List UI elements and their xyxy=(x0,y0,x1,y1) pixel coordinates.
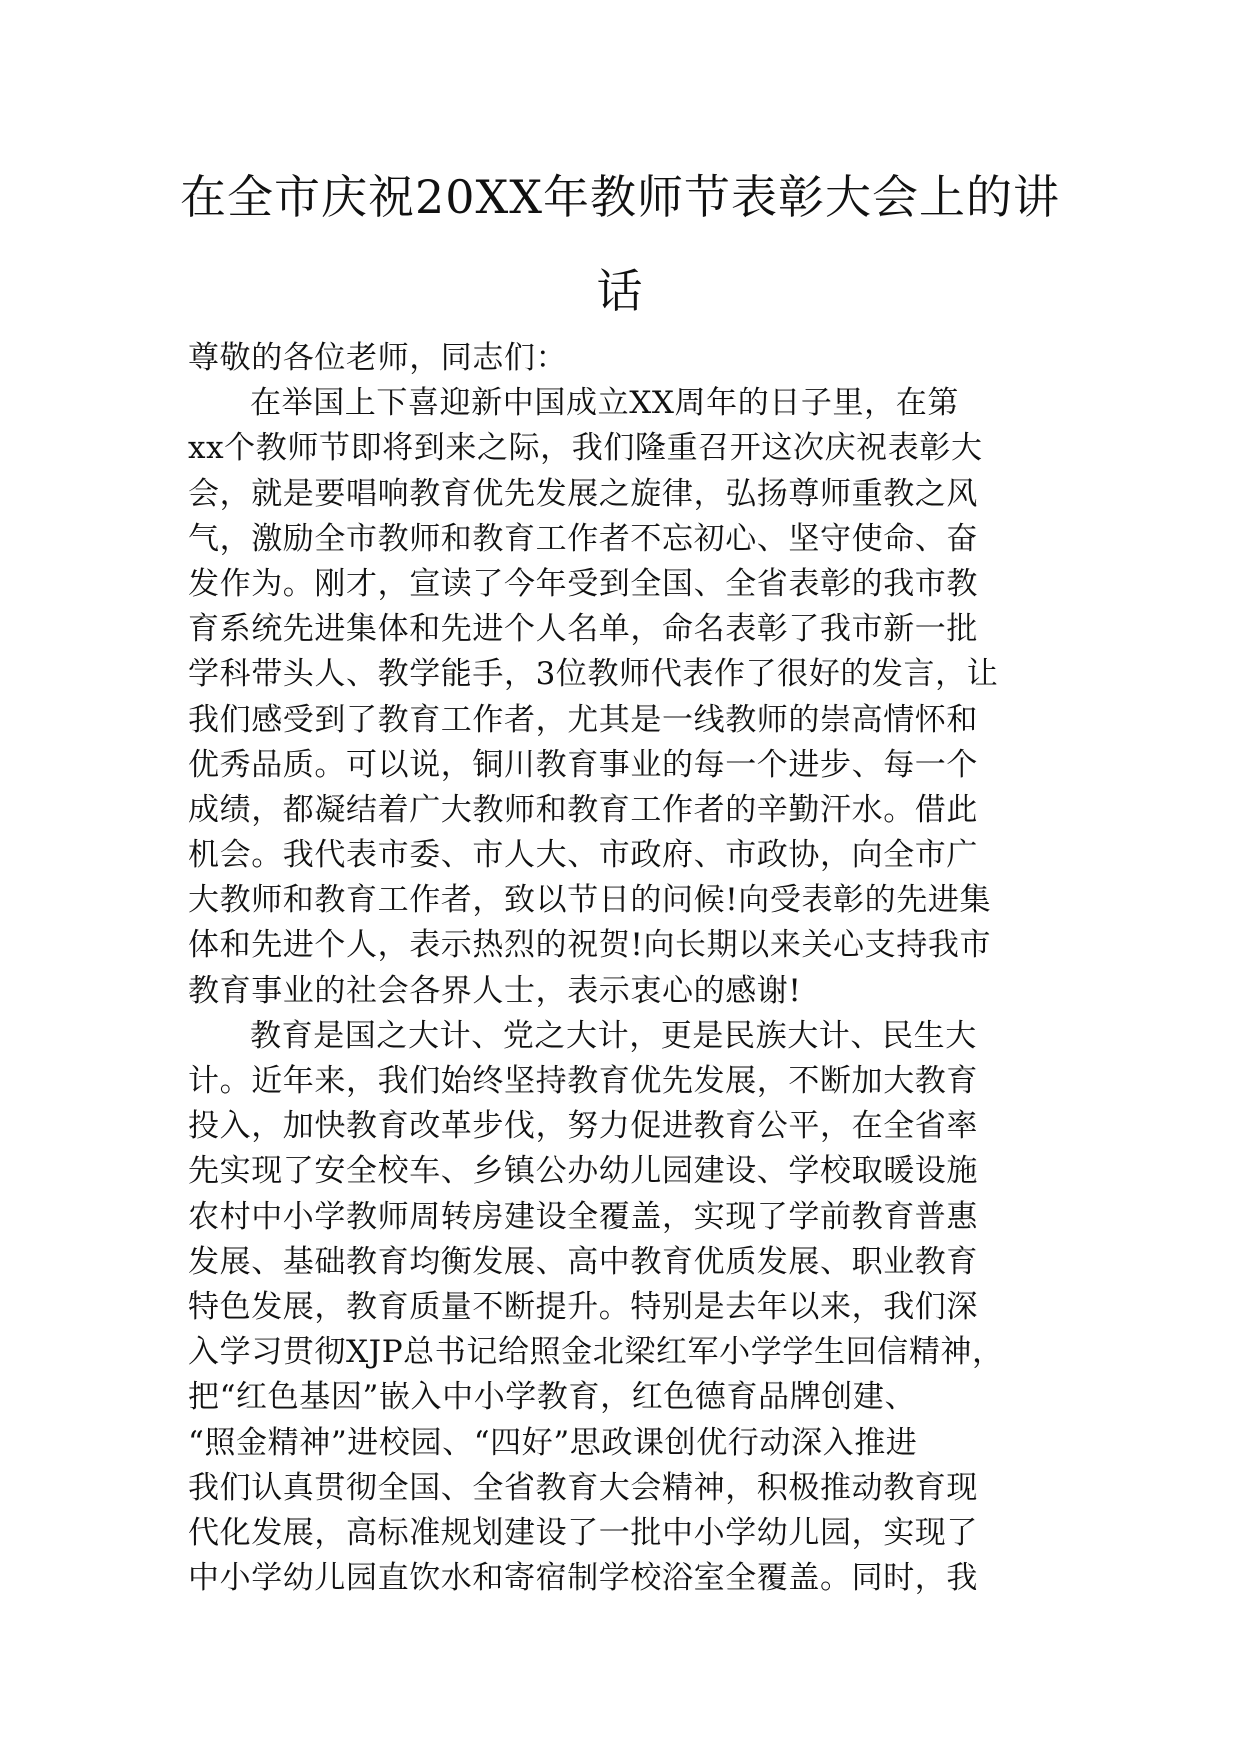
text-line: 投入，加快教育改革步伐，努力促进教育公平，在全省率 xyxy=(188,1108,978,1145)
text-line: 中小学幼儿园直饮水和寄宿制学校浴室全覆盖。同时，我 xyxy=(188,1560,978,1597)
text-line: 会，就是要唱响教育优先发展之旋律，弘扬尊师重教之风 xyxy=(188,475,978,512)
text-line: 我们认真贯彻全国、全省教育大会精神，积极推动教育现 xyxy=(188,1469,978,1506)
text-line: 优秀品质。可以说，铜川教育事业的每一个进步、每一个 xyxy=(188,746,978,783)
text-line: 机会。我代表市委、市人大、市政府、市政协，向全市广 xyxy=(188,837,978,874)
text-line: 大教师和教育工作者，致以节日的问候!向受表彰的先进集 xyxy=(188,882,992,919)
text-line: 特色发展，教育质量不断提升。特别是去年以来，我们深 xyxy=(188,1288,978,1325)
text-line: 把“红色基因”嵌入中小学教育，红色德育品牌创建、 xyxy=(188,1379,917,1416)
text-line: 发展、基础教育均衡发展、高中教育优质发展、职业教育 xyxy=(188,1243,978,1280)
title-line: 在全市庆祝20XX年教师节表彰大会上的讲 xyxy=(179,170,1061,224)
salutation: 尊敬的各位老师，同志们： xyxy=(188,340,568,376)
text-line: 成绩，都凝结着广大教师和教育工作者的辛勤汗水。借此 xyxy=(188,791,978,828)
text-line: 农村中小学教师周转房建设全覆盖，实现了学前教育普惠 xyxy=(188,1198,978,1235)
paragraph-2 xyxy=(188,1014,1068,1601)
document-body xyxy=(188,336,1068,1601)
text-line: 代化发展，高标准规划建设了一批中小学幼儿园，实现了 xyxy=(188,1514,978,1551)
document-title xyxy=(150,150,1090,338)
text-line: 计。近年来，我们始终坚持教育优先发展，不断加大教育 xyxy=(188,1063,978,1099)
paragraph-1 xyxy=(188,381,1068,1014)
text-line: 发作为。刚才，宣读了今年受到全国、全省表彰的我市教 xyxy=(188,565,978,602)
text-line: 学科带头人、教学能手，3位教师代表作了很好的发言，让 xyxy=(188,656,999,693)
text-line: 在举国上下喜迎新中国成立XX周年的日子里，在第 xyxy=(250,385,959,422)
text-line: 育系统先进集体和先进个人名单，命名表彰了我市新一批 xyxy=(188,611,978,648)
text-line: 教育事业的社会各界人士，表示衷心的感谢! xyxy=(188,972,802,1009)
text-line: 教育是国之大计、党之大计，更是民族大计、民生大 xyxy=(250,1017,977,1054)
text-line: 先实现了安全校车、乡镇公办幼儿园建设、学校取暖设施 xyxy=(188,1153,978,1190)
text-line: 入学习贯彻XJP总书记给照金北梁红军小学学生回信精神， xyxy=(188,1334,1004,1371)
text-line: xx个教师节即将到来之际，我们隆重召开这次庆祝表彰大 xyxy=(188,430,983,467)
text-line: 我们感受到了教育工作者，尤其是一线教师的崇高情怀和 xyxy=(188,701,978,738)
text-line: “照金精神”进校园、“四好”思政课创优行动深入推进 xyxy=(188,1424,918,1461)
text-line: 气，激励全市教师和教育工作者不忘初心、坚守使命、奋 xyxy=(188,520,978,557)
text-line: 体和先进个人，表示热烈的祝贺!向长期以来关心支持我市 xyxy=(188,927,992,964)
title-line: 话 xyxy=(596,264,644,318)
